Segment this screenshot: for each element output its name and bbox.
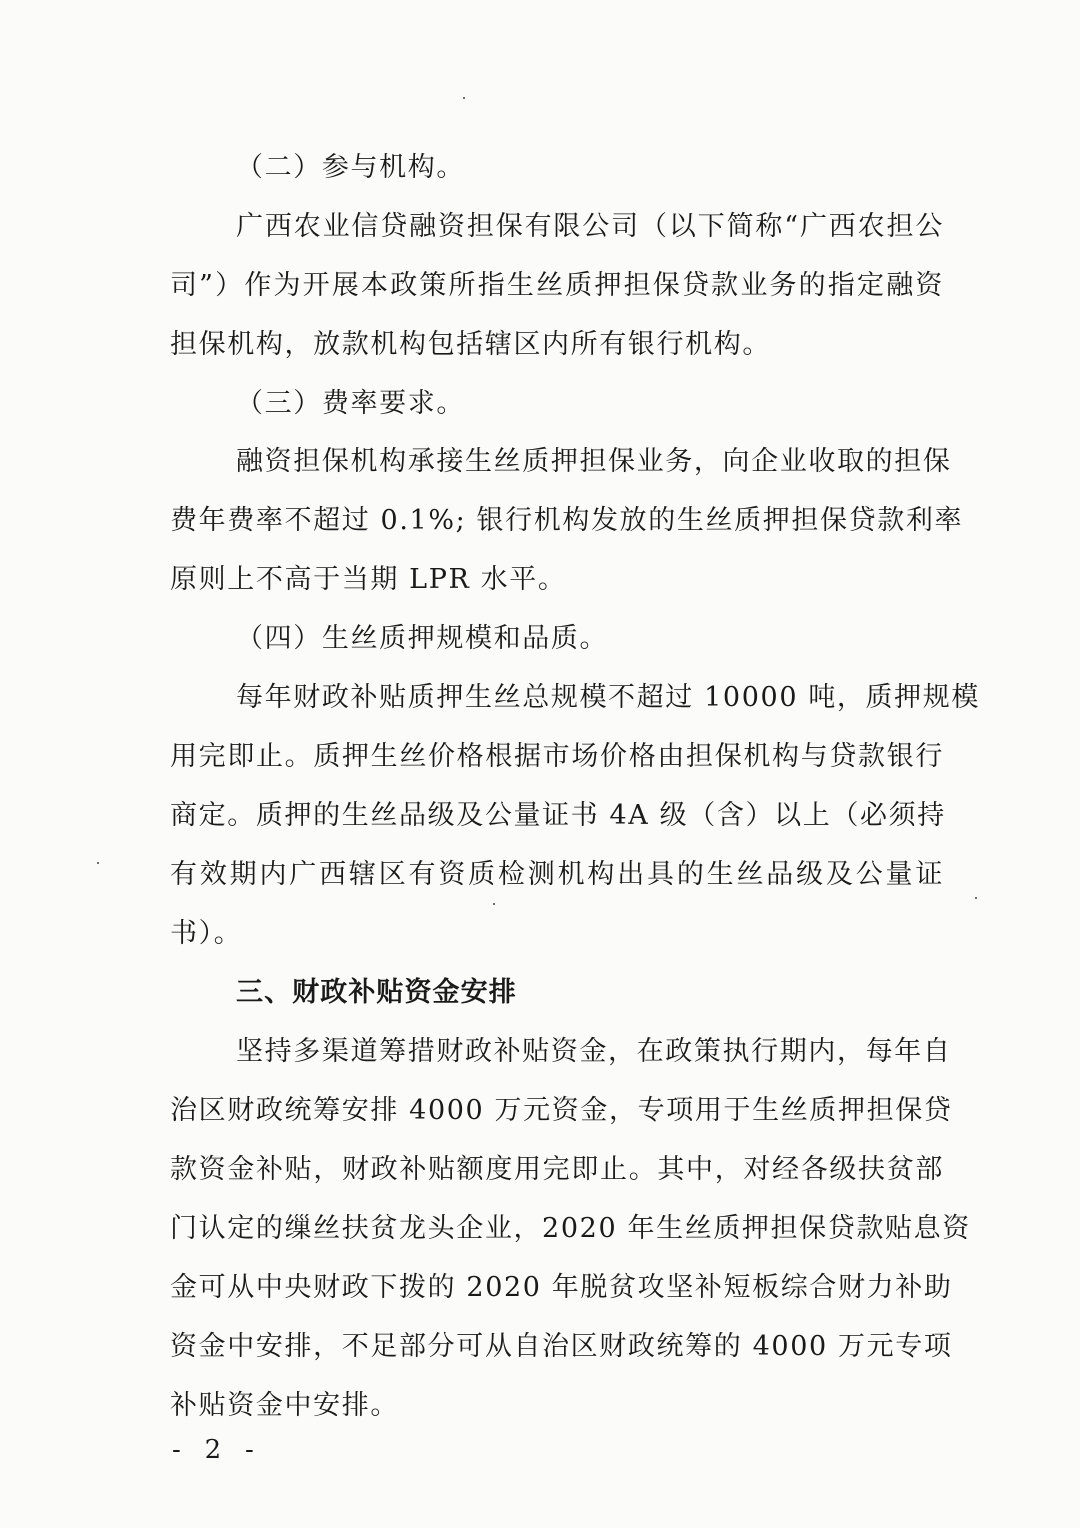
paragraph-line: 金可从中央财政下拨的 2020 年脱贫攻坚补短板综合财力补助	[170, 1272, 953, 1303]
section-heading-participants: （二）参与机构。	[236, 152, 465, 183]
paragraph-line: 每年财政补贴质押生丝总规模不超过 10000 吨，质押规模	[236, 682, 981, 713]
section-heading-subsidy-funds: 三、财政补贴资金安排	[236, 977, 517, 1008]
scan-speck	[975, 897, 977, 899]
paragraph-line: 款资金补贴，财政补贴额度用完即止。其中，对经各级扶贫部	[170, 1154, 944, 1185]
paragraph-line: 担保机构，放款机构包括辖区内所有银行机构。	[170, 329, 772, 360]
paragraph-line: 资金中安排，不足部分可从自治区财政统筹的 4000 万元专项	[170, 1331, 953, 1362]
paragraph-line: 坚持多渠道筹措财政补贴资金，在政策执行期内，每年自	[236, 1036, 952, 1067]
paragraph-line: 广西农业信贷融资担保有限公司（以下简称“广西农担公	[236, 211, 944, 242]
paragraph-line: 费年费率不超过 0.1%; 银行机构发放的生丝质押担保贷款利率	[170, 505, 964, 536]
paragraph-line: 门认定的缫丝扶贫龙头企业，2020 年生丝质押担保贷款贴息资	[170, 1213, 971, 1244]
section-heading-scale-quality: （四）生丝质押规模和品质。	[236, 623, 609, 654]
paragraph-line: 司”）作为开展本政策所指生丝质押担保贷款业务的指定融资	[170, 270, 944, 301]
paragraph-line: 原则上不高于当期 LPR 水平。	[170, 564, 567, 595]
paragraph-line: 商定。质押的生丝品级及公量证书 4A 级（含）以上（必须持	[170, 800, 946, 831]
paragraph-line: 书）。	[170, 918, 243, 949]
page-number: - 2 -	[172, 1435, 262, 1465]
paragraph-line: 补贴资金中安排。	[170, 1390, 399, 1421]
scan-speck	[463, 97, 465, 99]
paragraph-line: 用完即止。质押生丝价格根据市场价格由担保机构与贷款银行	[170, 741, 944, 772]
scan-speck	[493, 903, 495, 905]
paragraph-line: 有效期内广西辖区有资质检测机构出具的生丝品级及公量证	[170, 859, 944, 890]
paragraph-line: 融资担保机构承接生丝质押担保业务，向企业收取的担保	[236, 446, 952, 477]
scan-speck	[97, 862, 99, 864]
section-heading-fee-rate: （三）费率要求。	[236, 388, 465, 419]
paragraph-line: 治区财政统筹安排 4000 万元资金，专项用于生丝质押担保贷	[170, 1095, 953, 1126]
